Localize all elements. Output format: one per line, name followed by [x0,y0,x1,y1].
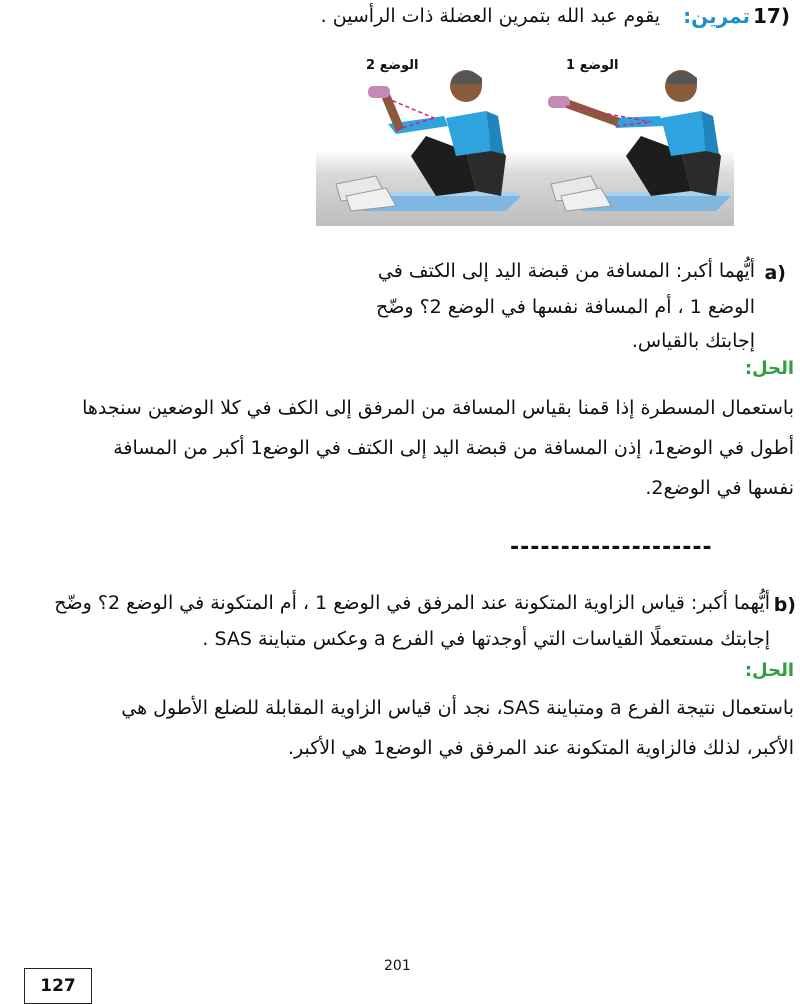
part-b-solution [4,666,794,768]
part-b-solution-line-1: باستعمال نتيجة الفرع a ومتباينة SAS، نجد أن قياس الزاوية المقابلة للضلع الأطول هي [121,697,794,719]
part-a-line-2: الوضع 1 ، أم المسافة نفسها في الوضع 2؟ وضّح [375,296,755,318]
part-b-solution-label: الحل: [744,660,794,681]
part-a-line-1: أيُّهما أكبر: المسافة من قبضة اليد إلى الكتف في [377,260,755,282]
question-number: 17) [753,4,790,28]
part-a-solution-line-1: باستعمال المسطرة إذا قمنا بقياس المسافة من المرفق إلى الكف في كلا الوضعين سنجدها [82,397,794,419]
page-number: 201 [384,958,411,974]
part-a-solution-line-3: نفسها في الوضع2. [645,477,794,499]
dashed-separator: -------------------- [510,535,713,560]
part-b-letter: b) [773,594,796,616]
part-a-solution [4,388,794,508]
exercise-illustration [316,56,734,226]
figure-label-1: الوضع 1 [566,58,619,73]
part-a-solution-line-2: أطول في الوضع1، إذن المسافة من قبضة اليد إلى الكتف في الوضع1 أكبر من المسافة [113,437,794,459]
book-page-box: 127 [24,968,92,1004]
question-title: تمرين: [683,4,750,28]
part-a-line-3: إجابتك بالقياس. [631,330,755,352]
bicep-curl-figure [316,56,734,226]
part-b-solution-line-2: الأكبر، لذلك فالزاوية المتكونة عند المرفق في الوضع1 هي الأكبر. [288,737,794,759]
figure-label-2: الوضع 2 [366,58,419,73]
question-text: يقوم عبد الله بتمرين العضلة ذات الرأسين . [320,5,660,27]
part-b-line-2: إجابتك مستعملًا القياسات التي أوجدتها في الفرع a وعكس متباينة SAS . [202,628,770,650]
part-b-line-1: أيُّهما أكبر: قياس الزاوية المتكونة عند المرفق في الوضع 1 ، أم المتكونة في الوضع 2؟ وضّح [54,592,770,614]
part-a-letter: a) [764,262,786,284]
part-a-solution-label: الحل: [744,358,794,379]
